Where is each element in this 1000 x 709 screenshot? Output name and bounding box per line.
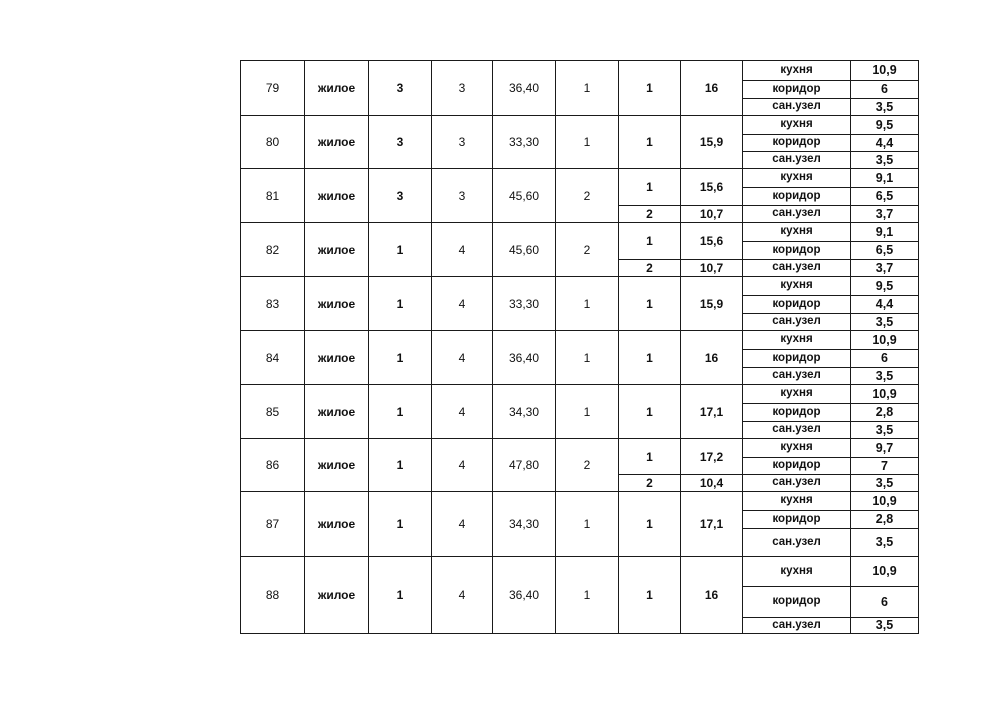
aux-room-area: 3,5 [851, 422, 919, 439]
apartment-number: 88 [241, 557, 305, 634]
aux-room-area: 3,7 [851, 260, 919, 277]
aux-room-area: 3,5 [851, 152, 919, 169]
living-room-number: 1 [619, 557, 681, 634]
aux-room-area: 2,8 [851, 404, 919, 422]
aux-room-area: 10,9 [851, 557, 919, 587]
floor-number: 3 [432, 169, 493, 223]
living-room-number: 1 [619, 331, 681, 385]
living-room-number: 1 [619, 61, 681, 116]
aux-room-name: сан.узел [743, 368, 851, 385]
living-room-number: 1 [619, 385, 681, 439]
premises-type: жилое [305, 223, 369, 277]
aux-room-area: 3,5 [851, 529, 919, 557]
living-room-area: 15,6 [681, 169, 743, 206]
floor-number: 4 [432, 223, 493, 277]
table-row [241, 169, 919, 188]
aux-room-name: коридор [743, 188, 851, 206]
aux-room-area: 10,9 [851, 331, 919, 350]
aux-room-name: сан.узел [743, 475, 851, 492]
section-number: 1 [369, 385, 432, 439]
apartment-number: 81 [241, 169, 305, 223]
living-room-number: 1 [619, 439, 681, 475]
table-row [241, 61, 919, 81]
total-area: 36,40 [493, 331, 556, 385]
living-room-area: 10,4 [681, 475, 743, 492]
apartment-number: 84 [241, 331, 305, 385]
section-number: 3 [369, 116, 432, 169]
total-area: 36,40 [493, 557, 556, 634]
living-room-area: 15,6 [681, 223, 743, 260]
living-room-number: 1 [619, 492, 681, 557]
aux-room-area: 3,5 [851, 618, 919, 634]
aux-room-name: кухня [743, 277, 851, 296]
aux-room-area: 9,5 [851, 277, 919, 296]
section-number: 1 [369, 277, 432, 331]
aux-room-name: коридор [743, 81, 851, 99]
premises-type: жилое [305, 277, 369, 331]
section-number: 1 [369, 223, 432, 277]
total-area: 34,30 [493, 492, 556, 557]
aux-room-area: 10,9 [851, 492, 919, 511]
aux-room-area: 2,8 [851, 511, 919, 529]
table-row [241, 385, 919, 404]
table-row [241, 331, 919, 350]
premises-type: жилое [305, 492, 369, 557]
section-number: 1 [369, 557, 432, 634]
total-area: 47,80 [493, 439, 556, 492]
total-area: 45,60 [493, 223, 556, 277]
aux-room-area: 10,9 [851, 61, 919, 81]
aux-room-area: 9,7 [851, 439, 919, 458]
living-room-area: 16 [681, 331, 743, 385]
premises-type: жилое [305, 116, 369, 169]
living-room-area: 10,7 [681, 260, 743, 277]
living-room-area: 17,2 [681, 439, 743, 475]
section-number: 3 [369, 61, 432, 116]
aux-room-area: 3,5 [851, 475, 919, 492]
premises-type: жилое [305, 169, 369, 223]
apartment-number: 80 [241, 116, 305, 169]
room-count: 1 [556, 557, 619, 634]
aux-room-area: 6 [851, 81, 919, 99]
living-room-number: 1 [619, 116, 681, 169]
aux-room-name: кухня [743, 492, 851, 511]
living-room-number: 1 [619, 223, 681, 260]
aux-room-name: сан.узел [743, 206, 851, 223]
aux-room-area: 9,1 [851, 223, 919, 242]
aux-room-name: сан.узел [743, 99, 851, 116]
aux-room-area: 4,4 [851, 135, 919, 152]
apartment-number: 82 [241, 223, 305, 277]
aux-room-name: сан.узел [743, 314, 851, 331]
section-number: 1 [369, 439, 432, 492]
premises-type: жилое [305, 331, 369, 385]
aux-room-area: 6 [851, 587, 919, 618]
aux-room-area: 10,9 [851, 385, 919, 404]
apartment-number: 85 [241, 385, 305, 439]
apartment-number: 86 [241, 439, 305, 492]
aux-room-area: 6,5 [851, 188, 919, 206]
floor-number: 4 [432, 439, 493, 492]
floor-number: 3 [432, 61, 493, 116]
table-row [241, 492, 919, 511]
apartment-table [240, 60, 919, 634]
floor-number: 4 [432, 385, 493, 439]
floor-number: 3 [432, 116, 493, 169]
aux-room-name: кухня [743, 61, 851, 81]
apartment-number: 87 [241, 492, 305, 557]
aux-room-name: кухня [743, 116, 851, 135]
total-area: 36,40 [493, 61, 556, 116]
room-count: 1 [556, 61, 619, 116]
floor-number: 4 [432, 557, 493, 634]
living-room-number: 2 [619, 260, 681, 277]
aux-room-area: 3,5 [851, 368, 919, 385]
section-number: 3 [369, 169, 432, 223]
aux-room-name: сан.узел [743, 260, 851, 277]
floor-number: 4 [432, 492, 493, 557]
section-number: 1 [369, 331, 432, 385]
living-room-number: 2 [619, 475, 681, 492]
aux-room-area: 4,4 [851, 296, 919, 314]
aux-room-name: коридор [743, 458, 851, 475]
aux-room-name: коридор [743, 135, 851, 152]
aux-room-area: 3,5 [851, 99, 919, 116]
room-count: 1 [556, 331, 619, 385]
room-count: 2 [556, 169, 619, 223]
total-area: 45,60 [493, 169, 556, 223]
aux-room-area: 7 [851, 458, 919, 475]
aux-room-name: кухня [743, 331, 851, 350]
living-room-number: 2 [619, 206, 681, 223]
aux-room-name: коридор [743, 404, 851, 422]
room-count: 1 [556, 277, 619, 331]
aux-room-name: сан.узел [743, 152, 851, 169]
room-count: 1 [556, 492, 619, 557]
apartment-number: 83 [241, 277, 305, 331]
total-area: 34,30 [493, 385, 556, 439]
floor-number: 4 [432, 331, 493, 385]
table-row [241, 557, 919, 587]
aux-room-area: 6 [851, 350, 919, 368]
aux-room-name: коридор [743, 511, 851, 529]
premises-type: жилое [305, 385, 369, 439]
living-room-area: 10,7 [681, 206, 743, 223]
aux-room-name: кухня [743, 223, 851, 242]
aux-room-name: кухня [743, 439, 851, 458]
apartment-table-body [241, 61, 919, 634]
section-number: 1 [369, 492, 432, 557]
aux-room-name: кухня [743, 557, 851, 587]
premises-type: жилое [305, 557, 369, 634]
aux-room-name: коридор [743, 350, 851, 368]
room-count: 1 [556, 385, 619, 439]
total-area: 33,30 [493, 116, 556, 169]
premises-type: жилое [305, 439, 369, 492]
aux-room-area: 9,5 [851, 116, 919, 135]
table-row [241, 439, 919, 458]
aux-room-name: сан.узел [743, 529, 851, 557]
living-room-number: 1 [619, 169, 681, 206]
living-room-area: 16 [681, 557, 743, 634]
aux-room-name: сан.узел [743, 422, 851, 439]
table-row [241, 223, 919, 242]
total-area: 33,30 [493, 277, 556, 331]
living-room-area: 15,9 [681, 277, 743, 331]
aux-room-name: сан.узел [743, 618, 851, 634]
room-count: 2 [556, 223, 619, 277]
aux-room-name: кухня [743, 169, 851, 188]
premises-type: жилое [305, 61, 369, 116]
aux-room-area: 9,1 [851, 169, 919, 188]
table-row [241, 116, 919, 135]
table-row [241, 277, 919, 296]
aux-room-name: коридор [743, 587, 851, 618]
aux-room-area: 6,5 [851, 242, 919, 260]
floor-number: 4 [432, 277, 493, 331]
apartment-number: 79 [241, 61, 305, 116]
aux-room-area: 3,5 [851, 314, 919, 331]
aux-room-name: коридор [743, 296, 851, 314]
aux-room-area: 3,7 [851, 206, 919, 223]
room-count: 2 [556, 439, 619, 492]
aux-room-name: кухня [743, 385, 851, 404]
living-room-area: 15,9 [681, 116, 743, 169]
living-room-area: 16 [681, 61, 743, 116]
room-count: 1 [556, 116, 619, 169]
living-room-area: 17,1 [681, 492, 743, 557]
living-room-area: 17,1 [681, 385, 743, 439]
living-room-number: 1 [619, 277, 681, 331]
aux-room-name: коридор [743, 242, 851, 260]
